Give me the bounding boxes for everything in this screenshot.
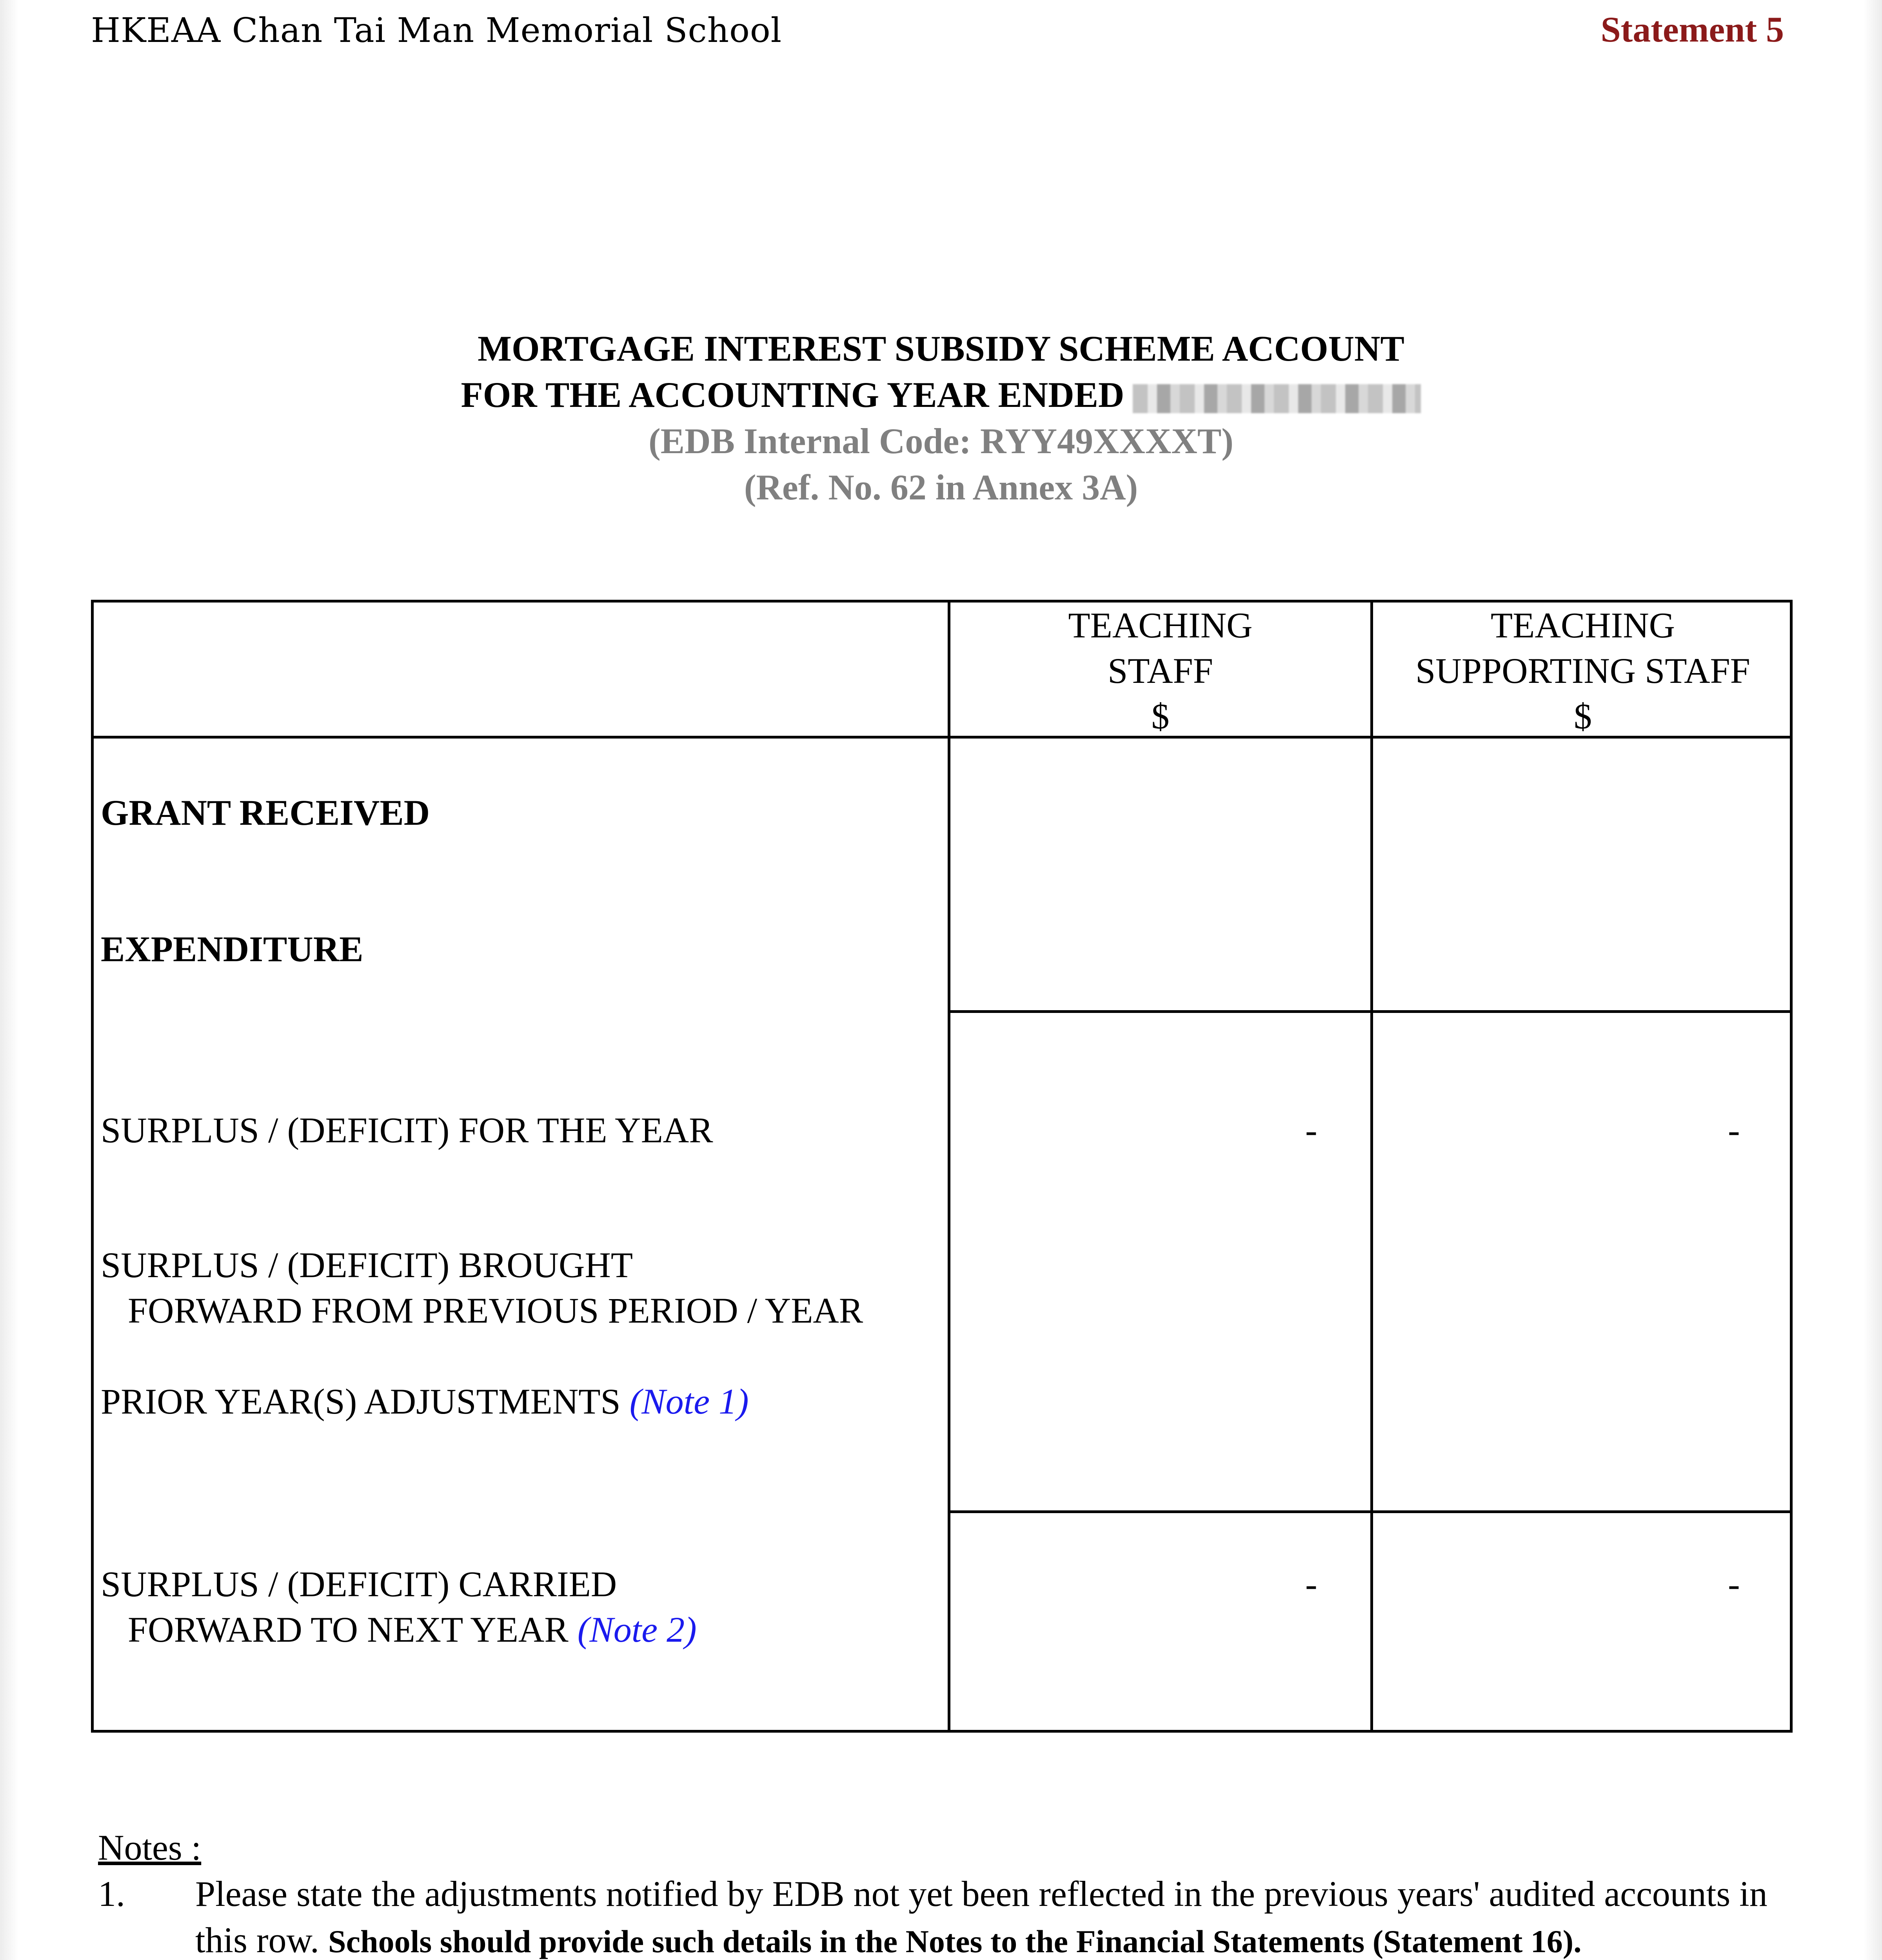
column-header-teaching-supporting-staff <box>1373 603 1793 739</box>
carried-forward-supporting-value: - <box>1728 1564 1740 1604</box>
page-shadow-left <box>0 0 19 1960</box>
notes-title: Notes : <box>98 1828 202 1867</box>
prior-adjustments-label: PRIOR YEAR(S) ADJUSTMENTS <box>101 1381 630 1421</box>
statement-label: Statement 5 <box>1600 9 1784 49</box>
column-header-unit: $ <box>1574 696 1592 736</box>
surplus-year-teaching-value: - <box>1305 1110 1317 1150</box>
row-divider <box>948 1010 1790 1013</box>
title-line-1: MORTGAGE INTEREST SUBSIDY SCHEME ACCOUNT <box>478 328 1404 368</box>
title-line-2 <box>0 372 1882 418</box>
surplus-year-supporting-value: - <box>1728 1110 1740 1150</box>
accounting-year-label: FOR THE ACCOUNTING YEAR ENDED <box>461 375 1124 415</box>
row-brought-forward-line1: SURPLUS / (DEFICIT) BROUGHT <box>101 1245 633 1285</box>
row-brought-forward-line2: FORWARD FROM PREVIOUS PERIOD / YEAR <box>101 1290 863 1330</box>
row-carried-forward-line2 <box>101 1607 697 1652</box>
row-expenditure: EXPENDITURE <box>101 929 363 969</box>
column-divider <box>948 603 950 1730</box>
column-header-line: STAFF <box>1108 651 1213 691</box>
row-carried-forward-line1: SURPLUS / (DEFICIT) CARRIED <box>101 1564 617 1604</box>
row-prior-year-adjustments <box>101 1379 749 1424</box>
carried-forward-teaching-value: - <box>1305 1564 1317 1604</box>
page-shadow-right <box>1863 0 1882 1960</box>
note-2-reference: (Note 2) <box>577 1610 697 1650</box>
account-table <box>91 600 1793 1733</box>
note-1-reference: (Note 1) <box>629 1381 749 1421</box>
document-title <box>0 325 1882 510</box>
row-grant-received: GRANT RECEIVED <box>101 793 430 833</box>
column-header-line: TEACHING <box>1068 605 1253 645</box>
column-divider <box>1370 603 1373 1730</box>
note-1-bold-text: Schools should provide such details in the Notes to the Financial Statements (Statement 16). <box>328 1924 1582 1959</box>
note-1-body: Please state the adjustments notified by EDB not yet been reflected in the previous years' audited accounts in this row. <box>195 1874 1768 1960</box>
column-header-line: TEACHING <box>1490 605 1675 645</box>
school-name: HKEAA Chan Tai Man Memorial School <box>91 11 782 50</box>
note-1-number: 1. <box>98 1874 125 1914</box>
edb-internal-code: (EDB Internal Code: RYY49XXXXT) <box>649 421 1233 461</box>
carried-forward-label: FORWARD TO NEXT YEAR <box>101 1610 578 1650</box>
column-header-line: SUPPORTING STAFF <box>1415 651 1750 691</box>
reference-number: (Ref. No. 62 in Annex 3A) <box>744 467 1138 507</box>
column-header-unit: $ <box>1151 696 1170 736</box>
redacted-date <box>1133 384 1421 413</box>
row-surplus-for-year: SURPLUS / (DEFICIT) FOR THE YEAR <box>101 1110 713 1150</box>
row-divider <box>948 1510 1790 1513</box>
note-1-text <box>195 1871 1795 1960</box>
column-header-teaching-staff <box>950 603 1370 739</box>
